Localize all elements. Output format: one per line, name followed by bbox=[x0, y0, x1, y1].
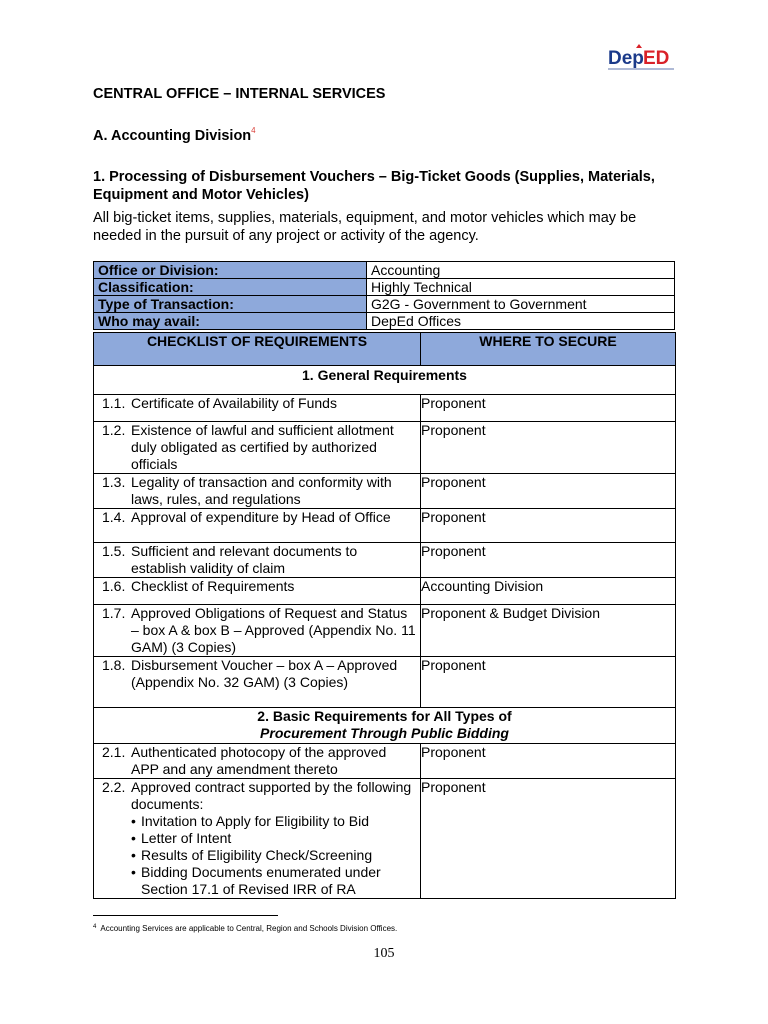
list-item: • Letter of Intent bbox=[131, 830, 416, 847]
page-number: 105 bbox=[373, 946, 395, 961]
requirements-header-row bbox=[94, 333, 676, 366]
process-description: All big-ticket items, supplies, materials, equipment, and motor vehicles which may be needed in the pursuit of any project or activity of the agency. bbox=[93, 210, 637, 244]
table-row: 1.8. Disbursement Voucher – box A – Approved (Appendix No. 32 GAM) (3 Copies) Proponent bbox=[94, 657, 676, 708]
logo-tagline-bar bbox=[608, 68, 674, 70]
office-title: CENTRAL OFFICE – INTERNAL SERVICES bbox=[93, 86, 386, 102]
division-title: A. Accounting Division$^4$ bbox=[93, 126, 256, 144]
logo-dep-text: Dep bbox=[608, 48, 644, 69]
table-row: 1.1. Certificate of Availability of Funds Proponent bbox=[94, 395, 676, 422]
list-item: • Bidding Documents enumerated under Section 17.1 of Revised IRR of RA bbox=[131, 864, 416, 898]
document-bullet-list bbox=[131, 813, 416, 898]
info-row: Who may avail: DepEd Offices bbox=[94, 313, 675, 330]
table-row: 1.5. Sufficient and relevant documents to establish validity of claim Proponent bbox=[94, 543, 676, 578]
table-row: 1.2. Existence of lawful and sufficient allotment duly obligated as certified by authorized officials Proponent bbox=[94, 422, 676, 474]
footnote-divider bbox=[93, 915, 278, 916]
footnote: $^4$ Accounting Services are applicable to Central, Region and Schools Division Offices. bbox=[93, 924, 398, 933]
service-info-table bbox=[93, 261, 675, 330]
checklist-header: CHECKLIST OF REQUIREMENTS bbox=[94, 333, 421, 366]
info-row: Office or Division: Accounting bbox=[94, 262, 675, 279]
deped-logo bbox=[606, 42, 676, 76]
where-header: WHERE TO SECURE bbox=[421, 333, 676, 366]
info-row: Type of Transaction: G2G - Government to Government bbox=[94, 296, 675, 313]
info-row: Classification: Highly Technical bbox=[94, 279, 675, 296]
list-item: • Invitation to Apply for Eligibility to Bid bbox=[131, 813, 416, 830]
table-row: 1.4. Approval of expenditure by Head of Office Proponent bbox=[94, 509, 676, 543]
section-row: 1. General Requirements bbox=[94, 366, 676, 395]
logo-ed-text: ED bbox=[643, 48, 670, 69]
list-item: • Results of Eligibility Check/Screening bbox=[131, 847, 416, 864]
table-row: 1.7. Approved Obligations of Request and Status – box A & box B – Approved (Appendix No. 11 GAM) (3 Copies) Proponent & Budget Division bbox=[94, 605, 676, 657]
table-row: 2.1. Authenticated photocopy of the approved APP and any amendment thereto Proponent bbox=[94, 744, 676, 779]
logo-flame-icon bbox=[636, 44, 642, 48]
section-row: 2. Basic Requirements for All Types of Procurement Through Public Bidding bbox=[94, 708, 676, 744]
process-title: 1. Processing of Disbursement Vouchers – Big-Ticket Goods (Supplies, Materials, Equipment and Motor Vehicles) bbox=[93, 169, 655, 203]
table-row: 1.6. Checklist of Requirements Accounting Division bbox=[94, 578, 676, 605]
requirements-table bbox=[93, 332, 676, 899]
table-row: 1.3. Legality of transaction and conformity with laws, rules, and regulations Proponent bbox=[94, 474, 676, 509]
table-row: 2.2. Approved contract supported by the following documents: • Invitation to Apply for Eligibility to Bid • Letter of Intent • Results of Eligibility Check/Screening • Bidding Documents enumerated under Section 17.1 of Revised IRR of RA Proponent bbox=[94, 779, 676, 899]
footnote-ref: 4 bbox=[251, 126, 256, 135]
